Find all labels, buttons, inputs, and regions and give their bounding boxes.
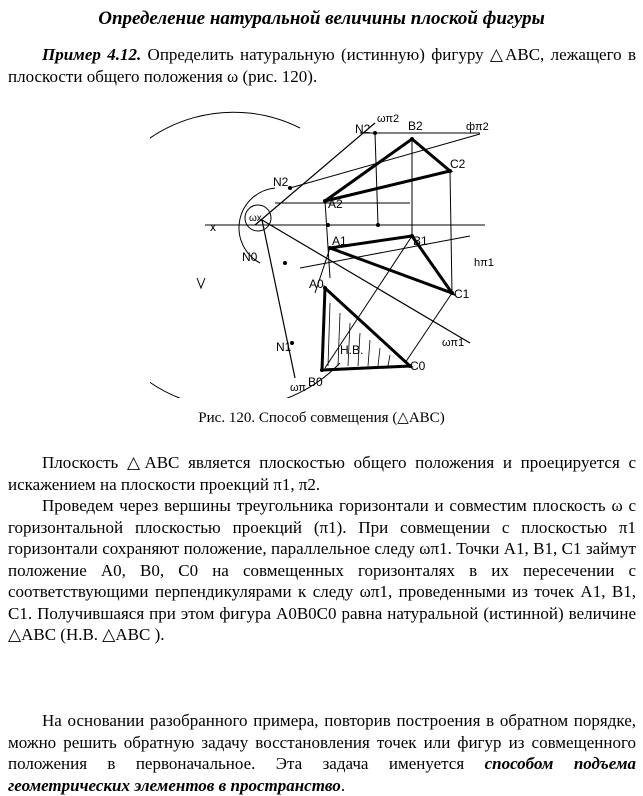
example-paragraph — [8, 44, 636, 87]
label-n0: N0 — [242, 250, 258, 264]
label-a0: A0 — [309, 277, 324, 291]
label-n2: N2 — [273, 175, 289, 189]
rotation-arrow — [197, 278, 205, 288]
trace-om-p — [262, 220, 295, 378]
paragraph-1: Плоскость △ABC является плоскостью общего положения и проецируется с искажением на плоскости проекций π1, π2. — [8, 453, 636, 494]
label-n2-top: N2 — [355, 122, 371, 136]
proj-line-c — [450, 171, 452, 293]
label-c0: C0 — [410, 359, 426, 373]
paragraph-3-start: На основании разобранного примера, повторив построения в обратном порядке, можно решить обратную задачу восстановления точек или фигур из совмещенного положения в первоначальное. Эта задача именуется — [8, 711, 636, 773]
proj-line-a — [325, 201, 330, 278]
label-x: x — [210, 220, 216, 234]
label-b2: B2 — [408, 119, 423, 133]
points — [283, 131, 454, 372]
example-text: Определить натуральную (истинную) фигуру △ABC, лежащего в плоскости общего положения ω (рис. 120). — [8, 45, 636, 86]
proj-line-n — [375, 133, 378, 225]
label-b1: B1 — [413, 234, 428, 248]
figure-120 — [150, 108, 500, 398]
paragraph-3 — [8, 710, 636, 796]
label-hpi1: hπ1 — [474, 257, 494, 269]
figure-caption: Рис. 120. Способ совмещения (△ABC) — [198, 410, 445, 426]
label-a2: A2 — [328, 197, 343, 211]
label-fpi2: фπ2 — [466, 121, 489, 133]
label-hb: Н.В. — [340, 343, 364, 357]
triangle-top — [330, 236, 452, 293]
label-om-pi1: ωπ1 — [442, 337, 465, 349]
paragraph-3-end: . — [340, 775, 346, 795]
section-heading: Определение натуральной величины плоской фигуры — [98, 8, 545, 29]
label-n1: N1 — [276, 340, 292, 354]
label-c2: C2 — [450, 157, 466, 171]
label-b0: B0 — [308, 375, 323, 389]
example-label: Пример 4.12. — [42, 45, 142, 64]
label-c1: C1 — [454, 287, 470, 301]
trace-om-pi2 — [255, 123, 375, 225]
label-omega-x: ωx — [249, 213, 262, 224]
method-term: способом подъема геометрических элементов в пространство — [8, 754, 636, 795]
label-om-p: ωπ — [290, 382, 307, 394]
label-a1: A1 — [332, 234, 347, 248]
paragraph-2: Проведем через вершины треугольника горизонтали и совместим плоскость ω с горизонтальной плоскостью проекций (π1). При совмещении с плоскостью π1 горизонтали сохраняют положение, параллельное следу ωπ1. Точки A1, B1, C1 займут положение A0, B0, C0 на совмещенных горизонталях в их пересечении с соответствующими перпендикулярами к следу ωπ1, проведенными из точек A1, B1, C1. Получившаяся при этом фигура A0B0C0 равна натуральной (истинной) величине △ABC (Н.В. △ABC ). — [8, 496, 636, 644]
label-om-pi2: ωπ2 — [377, 113, 400, 125]
